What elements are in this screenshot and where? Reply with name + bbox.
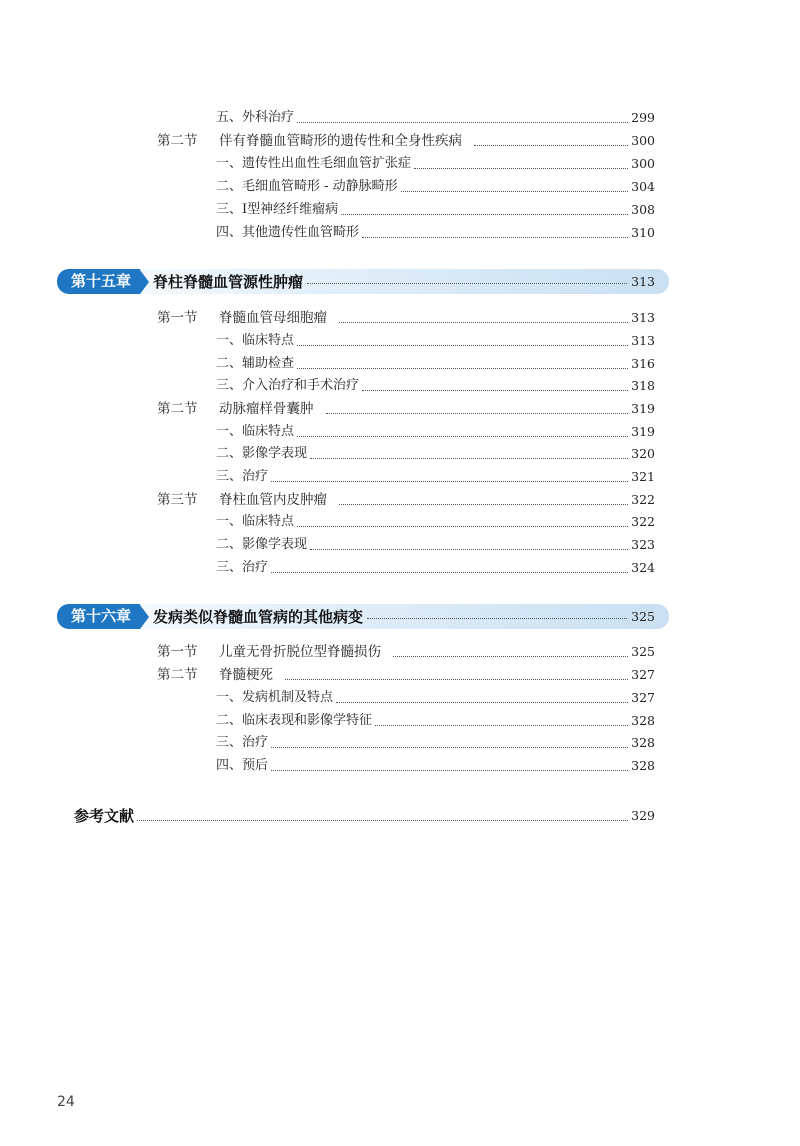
section-page: 313 xyxy=(631,310,655,325)
toc-item-label: 三、治疗 xyxy=(216,735,269,750)
chapter-title: 发病类似脊髓血管病的其他病变 xyxy=(153,608,364,626)
references-title: 参考文献 xyxy=(74,807,135,825)
toc-item-label: 一、临床特点 xyxy=(216,514,295,529)
chapter-number: 第十五章 xyxy=(57,269,140,294)
toc-item-label: 四、其他遗传性血管畸形 xyxy=(216,225,360,240)
dot-leader xyxy=(297,345,628,346)
chapter-number: 第十六章 xyxy=(57,604,140,629)
toc-item[interactable] xyxy=(216,423,655,441)
section-title: 动脉瘤样骨囊肿 xyxy=(219,401,314,417)
chapter-heading-15[interactable] xyxy=(57,269,669,294)
toc-references[interactable] xyxy=(74,805,655,825)
dot-leader xyxy=(474,145,628,146)
dot-leader xyxy=(362,237,628,238)
toc-item-label: 一、临床特点 xyxy=(216,333,295,348)
toc-item-label: 二、影像学表现 xyxy=(216,537,308,552)
dot-leader xyxy=(326,413,629,414)
dot-leader xyxy=(339,322,628,323)
toc-item[interactable] xyxy=(216,109,655,127)
toc-item[interactable] xyxy=(216,757,655,775)
section-page: 300 xyxy=(631,133,655,148)
toc-item-page: 320 xyxy=(631,446,655,461)
chapter-title: 脊柱脊髓血管源性肿瘤 xyxy=(153,273,304,291)
toc-item-page: 300 xyxy=(631,156,655,171)
section-page: 319 xyxy=(631,401,655,416)
toc-item[interactable] xyxy=(216,201,655,219)
toc-section[interactable] xyxy=(157,643,655,661)
toc-item-page: 316 xyxy=(631,356,655,371)
section-title: 脊柱血管内皮肿瘤 xyxy=(219,492,327,508)
section-number: 第一节 xyxy=(157,644,198,660)
toc-section[interactable] xyxy=(157,132,655,150)
toc-item-label: 一、遗传性出血性毛细血管扩张症 xyxy=(216,156,412,171)
toc-section[interactable] xyxy=(157,400,655,418)
toc-item-label: 二、临床表现和影像学特征 xyxy=(216,713,373,728)
dot-leader xyxy=(297,436,628,437)
dot-leader xyxy=(310,458,628,459)
chapter-page: 325 xyxy=(631,609,655,624)
toc-item-page: 313 xyxy=(631,333,655,348)
toc-item[interactable] xyxy=(216,468,655,486)
section-title: 伴有脊髓血管畸形的遗传性和全身性疾病 xyxy=(219,133,462,149)
toc-item-page: 327 xyxy=(631,690,655,705)
section-number: 第二节 xyxy=(157,667,198,683)
dot-leader xyxy=(401,191,628,192)
section-number: 第一节 xyxy=(157,310,198,326)
chapter-page: 313 xyxy=(631,274,655,289)
toc-item-page: 310 xyxy=(631,225,655,240)
section-page: 325 xyxy=(631,644,655,659)
toc-item[interactable] xyxy=(216,734,655,752)
toc-item-page: 328 xyxy=(631,735,655,750)
toc-item-page: 319 xyxy=(631,424,655,439)
toc-item-page: 321 xyxy=(631,469,655,484)
section-number: 第二节 xyxy=(157,133,198,149)
toc-item-page: 328 xyxy=(631,713,655,728)
toc-item-label: 三、治疗 xyxy=(216,560,269,575)
chapter-heading-16[interactable] xyxy=(57,604,669,629)
dot-leader xyxy=(341,214,628,215)
toc-item-page: 324 xyxy=(631,560,655,575)
chapter-arrow-shape xyxy=(140,605,149,629)
toc-item[interactable] xyxy=(216,689,655,707)
toc-item-label: 一、临床特点 xyxy=(216,424,295,439)
toc-item-page: 308 xyxy=(631,202,655,217)
section-number: 第三节 xyxy=(157,492,198,508)
toc-item[interactable] xyxy=(216,332,655,350)
section-title: 脊髓血管母细胞瘤 xyxy=(219,310,327,326)
toc-item-label: 三、治疗 xyxy=(216,469,269,484)
toc-item-label: 四、预后 xyxy=(216,758,269,773)
toc-item[interactable] xyxy=(216,536,655,554)
dot-leader xyxy=(414,168,628,169)
toc-item[interactable] xyxy=(216,224,655,242)
dot-leader xyxy=(297,526,628,527)
dot-leader xyxy=(297,368,628,369)
toc-item[interactable] xyxy=(216,559,655,577)
toc-item-page: 304 xyxy=(631,179,655,194)
toc-item[interactable] xyxy=(216,178,655,196)
toc-item-label: 二、毛细血管畸形 - 动静脉畸形 xyxy=(216,179,398,194)
toc-item[interactable] xyxy=(216,155,655,173)
toc-item-page: 299 xyxy=(631,110,655,125)
toc-item-page: 328 xyxy=(631,758,655,773)
dot-leader xyxy=(271,572,628,573)
dot-leader xyxy=(310,549,628,550)
dot-leader xyxy=(297,122,628,123)
toc-item-label: 二、影像学表现 xyxy=(216,446,308,461)
dot-leader xyxy=(137,820,628,821)
toc-item-label: 三、介入治疗和手术治疗 xyxy=(216,378,360,393)
dot-leader xyxy=(393,656,628,657)
toc-item-label: 五、外科治疗 xyxy=(216,110,295,125)
toc-item-label: 一、发病机制及特点 xyxy=(216,690,334,705)
toc-item[interactable] xyxy=(216,712,655,730)
toc-item-label: 三、Ⅰ型神经纤维瘤病 xyxy=(216,202,339,217)
section-number: 第二节 xyxy=(157,401,198,417)
section-title: 脊髓梗死 xyxy=(219,667,273,683)
chapter-arrow-shape xyxy=(140,270,149,294)
page-number: 24 xyxy=(57,1094,75,1110)
dot-leader xyxy=(271,770,628,771)
toc-section[interactable] xyxy=(157,309,655,327)
dot-leader xyxy=(307,283,627,284)
section-page: 327 xyxy=(631,667,655,682)
toc-item-page: 323 xyxy=(631,537,655,552)
toc-item-label: 二、辅助检查 xyxy=(216,356,295,371)
toc-item[interactable] xyxy=(216,513,655,531)
section-page: 322 xyxy=(631,492,655,507)
toc-item[interactable] xyxy=(216,445,655,463)
dot-leader xyxy=(271,481,628,482)
references-page: 329 xyxy=(631,808,655,823)
dot-leader xyxy=(271,747,628,748)
dot-leader xyxy=(375,725,628,726)
dot-leader xyxy=(367,618,627,619)
toc-section[interactable] xyxy=(157,491,655,509)
dot-leader xyxy=(336,702,628,703)
section-title: 儿童无骨折脱位型脊髓损伤 xyxy=(219,644,381,660)
toc-item-page: 322 xyxy=(631,514,655,529)
toc-section[interactable] xyxy=(157,666,655,684)
dot-leader xyxy=(362,390,628,391)
dot-leader xyxy=(285,679,628,680)
toc-item-page: 318 xyxy=(631,378,655,393)
toc-item[interactable] xyxy=(216,377,655,395)
toc-item[interactable] xyxy=(216,355,655,373)
dot-leader xyxy=(339,504,628,505)
